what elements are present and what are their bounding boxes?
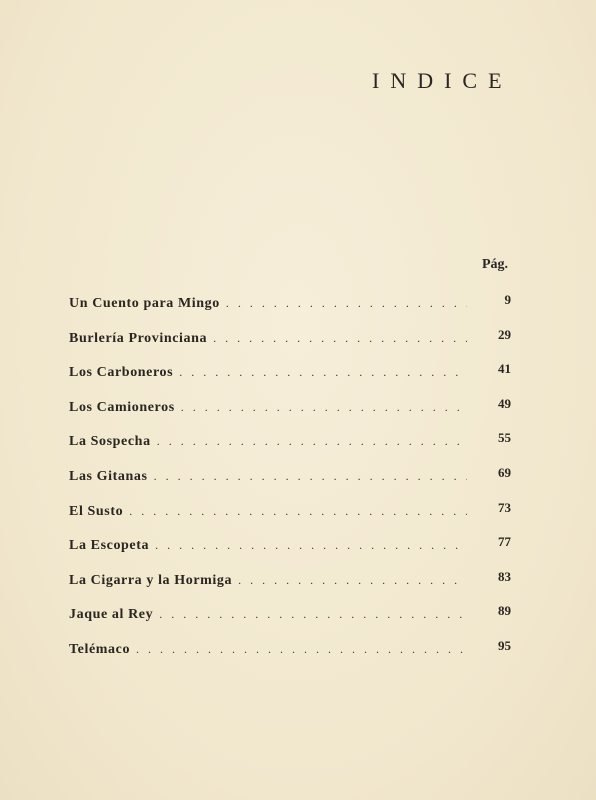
toc-entry [69,532,511,567]
dot-leader [213,325,467,346]
toc-entry-title: La Sospecha [69,434,151,450]
toc-entry-page: 95 [498,637,511,653]
toc-entry [69,290,511,325]
toc-entry-title: Un Cuento para Mingo [69,296,220,311]
toc-entry [69,567,511,602]
toc-entry [69,463,511,498]
toc-entry-page: 41 [498,361,511,377]
dot-leader [238,567,467,588]
toc-entry [69,359,511,394]
toc-entry-page: 77 [498,534,511,550]
toc-entry-page: 29 [498,326,511,342]
toc-entry [69,601,511,636]
toc-entry [69,636,511,671]
table-of-contents [69,290,511,671]
dot-leader [136,636,467,657]
dot-leader [154,463,467,484]
toc-entry-title: Las Gitanas [69,468,148,484]
toc-entry-page: 83 [498,568,511,584]
toc-entry-title: Telémaco [69,641,131,657]
dot-leader [226,290,467,311]
dot-leader [179,359,467,380]
toc-entry-page: 69 [498,464,511,480]
dot-leader [129,498,467,519]
page-title: INDICE [372,68,513,93]
toc-entry-page: 9 [504,292,511,307]
toc-entry-page: 89 [498,603,511,619]
toc-entry-title: La Escopeta [69,538,150,554]
toc-entry-title: Los Camioneros [69,399,175,415]
toc-entry-title: Burlería Provinciana [69,330,208,346]
page-column-header: Pág. [482,257,509,272]
toc-entry [69,428,511,463]
toc-entry-title: El Susto [69,503,124,519]
dot-leader [157,428,467,449]
toc-entry [69,498,511,533]
toc-entry-title: Jaque al Rey [69,607,154,623]
toc-entry-title: La Cigarra y la Hormiga [69,572,233,588]
dot-leader [159,601,467,622]
toc-entry-page: 73 [498,499,511,515]
toc-entry [69,394,511,429]
toc-entry [69,325,511,360]
toc-entry-page: 55 [498,430,511,446]
dot-leader [181,394,467,415]
toc-entry-page: 49 [498,395,511,411]
dot-leader [155,532,467,553]
toc-entry-title: Los Carboneros [69,365,174,381]
